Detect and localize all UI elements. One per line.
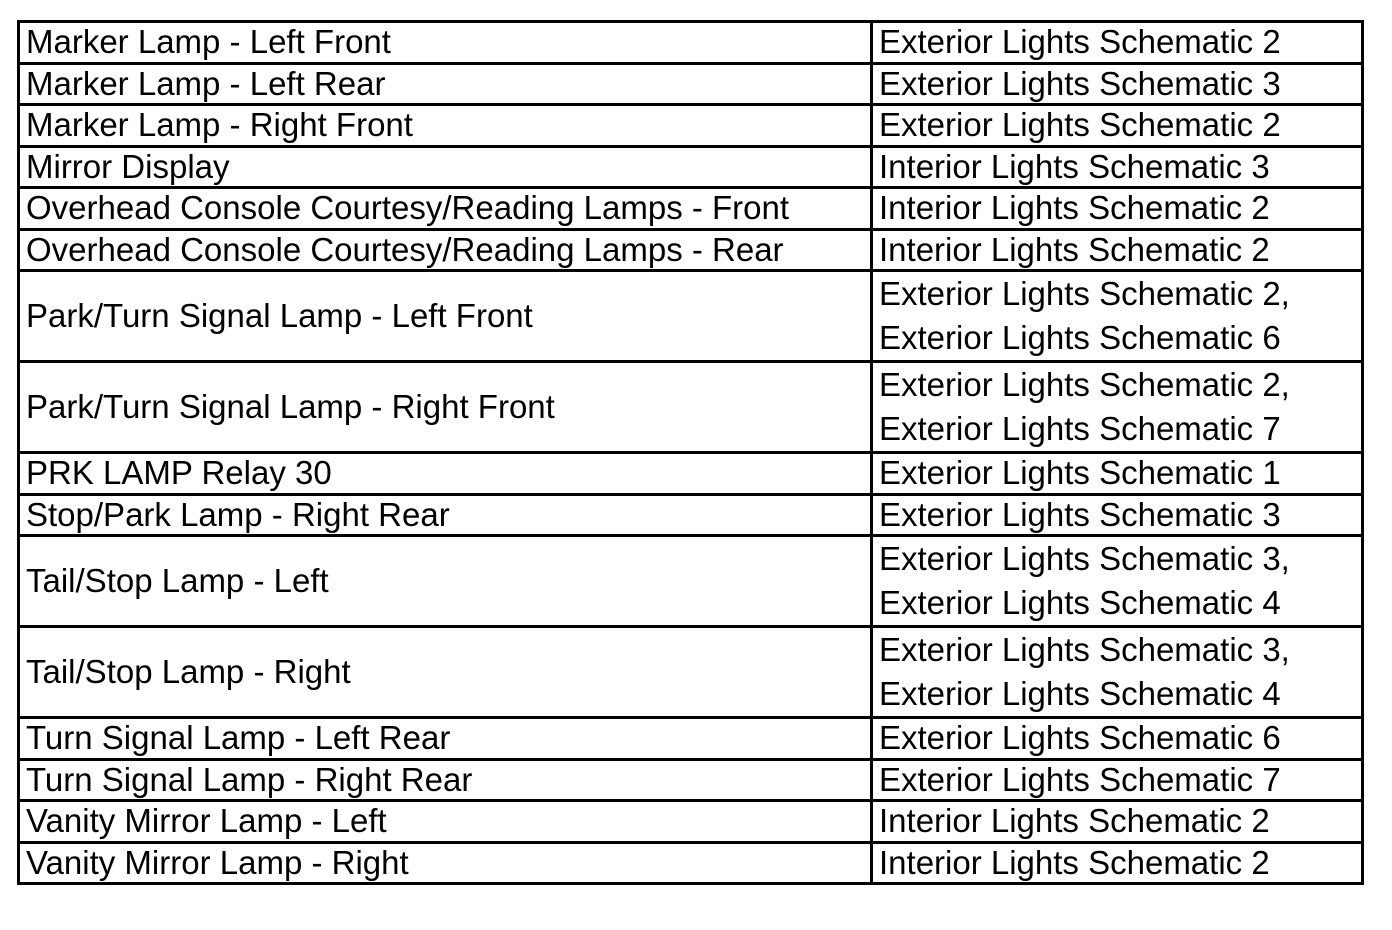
table-row <box>19 362 1363 453</box>
schematic-reference: Exterior Lights Schematic 3 <box>879 64 1281 102</box>
component-name-cell: Marker Lamp - Right Front <box>19 105 872 147</box>
component-name-cell: Turn Signal Lamp - Right Rear <box>19 759 872 801</box>
table-row <box>19 271 1363 362</box>
component-name-cell: Tail/Stop Lamp - Right <box>19 627 872 718</box>
table-row <box>19 63 1363 105</box>
component-name-cell: Park/Turn Signal Lamp - Left Front <box>19 271 872 362</box>
schematic-reference-cell <box>872 63 1363 105</box>
component-schematic-index-table <box>17 20 1364 885</box>
component-name-cell: Mirror Display <box>19 146 872 188</box>
schematic-reference-cell <box>872 718 1363 760</box>
schematic-reference-cell <box>872 229 1363 271</box>
table-row <box>19 842 1363 884</box>
schematic-reference: Exterior Lights Schematic 7 <box>879 760 1281 798</box>
schematic-reference: Exterior Lights Schematic 2 <box>879 106 1281 144</box>
component-name-cell: Marker Lamp - Left Front <box>19 22 872 64</box>
schematic-reference-cell <box>872 494 1363 536</box>
component-name-cell: Vanity Mirror Lamp - Right <box>19 842 872 884</box>
schematic-reference-cell <box>872 146 1363 188</box>
component-name-cell: Overhead Console Courtesy/Reading Lamps - Front <box>19 188 872 230</box>
table-row <box>19 146 1363 188</box>
schematic-reference: Exterior Lights Schematic 6 <box>879 319 1281 356</box>
table-row <box>19 536 1363 627</box>
schematic-reference: Exterior Lights Schematic 1 <box>879 454 1281 492</box>
schematic-reference: Interior Lights Schematic 2 <box>879 230 1270 268</box>
schematic-reference-cell <box>872 271 1363 362</box>
schematic-reference-cell <box>872 188 1363 230</box>
component-name-cell: Stop/Park Lamp - Right Rear <box>19 494 872 536</box>
schematic-reference-cell <box>872 453 1363 495</box>
schematic-reference-cell <box>872 801 1363 843</box>
table-row <box>19 759 1363 801</box>
schematic-reference-cell <box>872 105 1363 147</box>
schematic-reference: Exterior Lights Schematic 4 <box>879 584 1281 621</box>
component-name-cell: PRK LAMP Relay 30 <box>19 453 872 495</box>
component-name-cell: Overhead Console Courtesy/Reading Lamps - Rear <box>19 229 872 271</box>
schematic-reference-cell <box>872 22 1363 64</box>
table-row <box>19 627 1363 718</box>
schematic-reference: Interior Lights Schematic 3 <box>879 147 1270 185</box>
schematic-reference-cell <box>872 362 1363 453</box>
schematic-reference: Interior Lights Schematic 2 <box>879 802 1270 840</box>
schematic-reference: Exterior Lights Schematic 6 <box>879 719 1281 757</box>
table-row <box>19 22 1363 64</box>
schematic-reference: Exterior Lights Schematic 3 <box>879 495 1281 533</box>
component-name-cell: Tail/Stop Lamp - Left <box>19 536 872 627</box>
table-body <box>19 22 1363 884</box>
schematic-reference-cell <box>872 627 1363 718</box>
component-name-cell: Vanity Mirror Lamp - Left <box>19 801 872 843</box>
schematic-reference-cell <box>872 842 1363 884</box>
schematic-reference: Interior Lights Schematic 2 <box>879 843 1270 881</box>
schematic-reference-cell <box>872 759 1363 801</box>
table-row <box>19 188 1363 230</box>
table-row <box>19 229 1363 271</box>
schematic-reference: Exterior Lights Schematic 3, <box>879 631 1290 668</box>
schematic-reference: Exterior Lights Schematic 2, <box>879 366 1290 403</box>
schematic-reference: Exterior Lights Schematic 3, <box>879 540 1290 577</box>
table-row <box>19 453 1363 495</box>
component-name-cell: Park/Turn Signal Lamp - Right Front <box>19 362 872 453</box>
schematic-reference: Exterior Lights Schematic 2, <box>879 275 1290 312</box>
table-row <box>19 105 1363 147</box>
schematic-reference: Interior Lights Schematic 2 <box>879 189 1270 227</box>
schematic-reference: Exterior Lights Schematic 4 <box>879 675 1281 712</box>
schematic-reference: Exterior Lights Schematic 2 <box>879 23 1281 61</box>
table-row <box>19 801 1363 843</box>
component-name-cell: Turn Signal Lamp - Left Rear <box>19 718 872 760</box>
schematic-reference: Exterior Lights Schematic 7 <box>879 410 1281 447</box>
schematic-reference-cell <box>872 536 1363 627</box>
table-row <box>19 494 1363 536</box>
table-row <box>19 718 1363 760</box>
component-name-cell: Marker Lamp - Left Rear <box>19 63 872 105</box>
